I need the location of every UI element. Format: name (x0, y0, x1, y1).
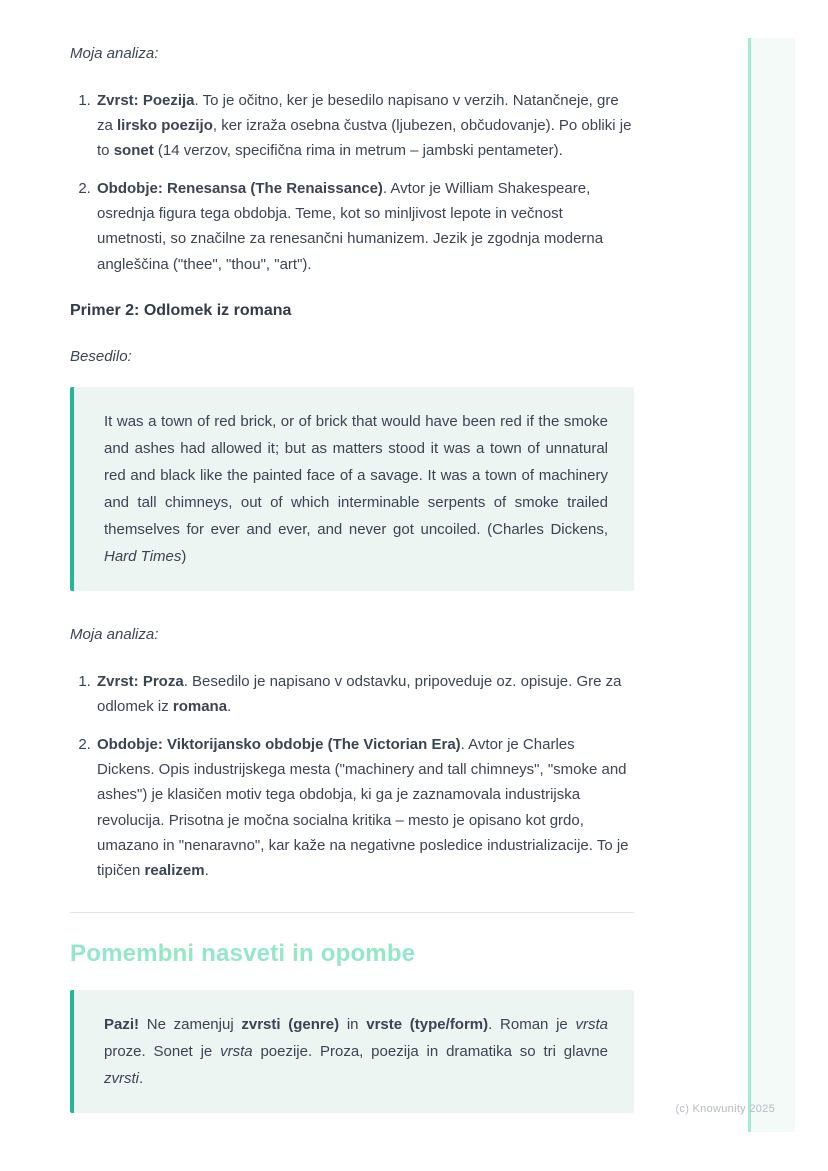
list-item-zvrst-poezija: 1. Zvrst: Poezija. To je očitno, ker je besedilo napisano v verzih. Natančneje, gre za lirsko poezijo, ker izraža osebna čustva (ljubezen, občudovanje). Po obliki je to sonet (14 verzov, specifična rima in metrum – jambski pentameter). (95, 88, 634, 164)
primer2-heading: Primer 2: Odlomek iz romana (70, 302, 292, 320)
list-item-obdobje-renesansa: 2. Obdobje: Renesansa (The Renaissance). Avtor je William Shakespeare, osrednja figura tega obdobja. Teme, kot so minljivost lepote in večnost umetnosti, so značilne za renesančni humanizem. Jezik je zgodnja moderna angleščina ("thee", "thou", "art"). (95, 176, 634, 277)
quote-block-dickens: It was a town of red brick, or of brick that would have been red if the smoke and ashes had allowed it; but as matters stood it was a town of unnatural red and black like the painted face of a savage. It was a town of machinery and tall chimneys, out of which interminable serpents of smoke trailed themselves for ever and ever, and never got uncoiled. (Charles Dickens, Hard Times) (70, 387, 634, 591)
document-content (70, 43, 634, 1113)
section-divider (70, 912, 634, 913)
analysis1-list (70, 88, 634, 277)
analysis2-label: Moja analiza: (70, 626, 159, 644)
section-heading-tips: Pomembni nasveti in opombe (70, 939, 416, 967)
page-edge-highlight (748, 38, 795, 1132)
tip-callout-pazi: Pazi! Ne zamenjuj zvrsti (genre) in vrste (type/form). Roman je vrsta proze. Sonet je vrsta poezije. Proza, poezija in dramatika so tri glavne zvrsti. (70, 990, 634, 1113)
analysis2-list (70, 669, 634, 884)
analysis1-label: Moja analiza: (70, 45, 159, 62)
besedilo-label: Besedilo: (70, 348, 132, 366)
list-item-zvrst-proza: 1. Zvrst: Proza. Besedilo je napisano v odstavku, pripoveduje oz. opisuje. Gre za odlomek iz romana. (95, 669, 634, 720)
list-item-obdobje-viktorijansko: 2. Obdobje: Viktorijansko obdobje (The Victorian Era). Avtor je Charles Dickens. Opis industrijskega mesta ("machinery and tall chimneys", "smoke and ashes") je klasičen motiv tega obdobja, ki ga je zaznamovala industrijska revolucija. Prisotna je močna socialna kritika – mesto je opisano kot grdo, umazano in "nenaravno", kar kaže na negativne posledice industrializacije. To je tipičen realizem. (95, 732, 634, 884)
copyright-note: (c) Knowunity 2025 (675, 1103, 775, 1115)
